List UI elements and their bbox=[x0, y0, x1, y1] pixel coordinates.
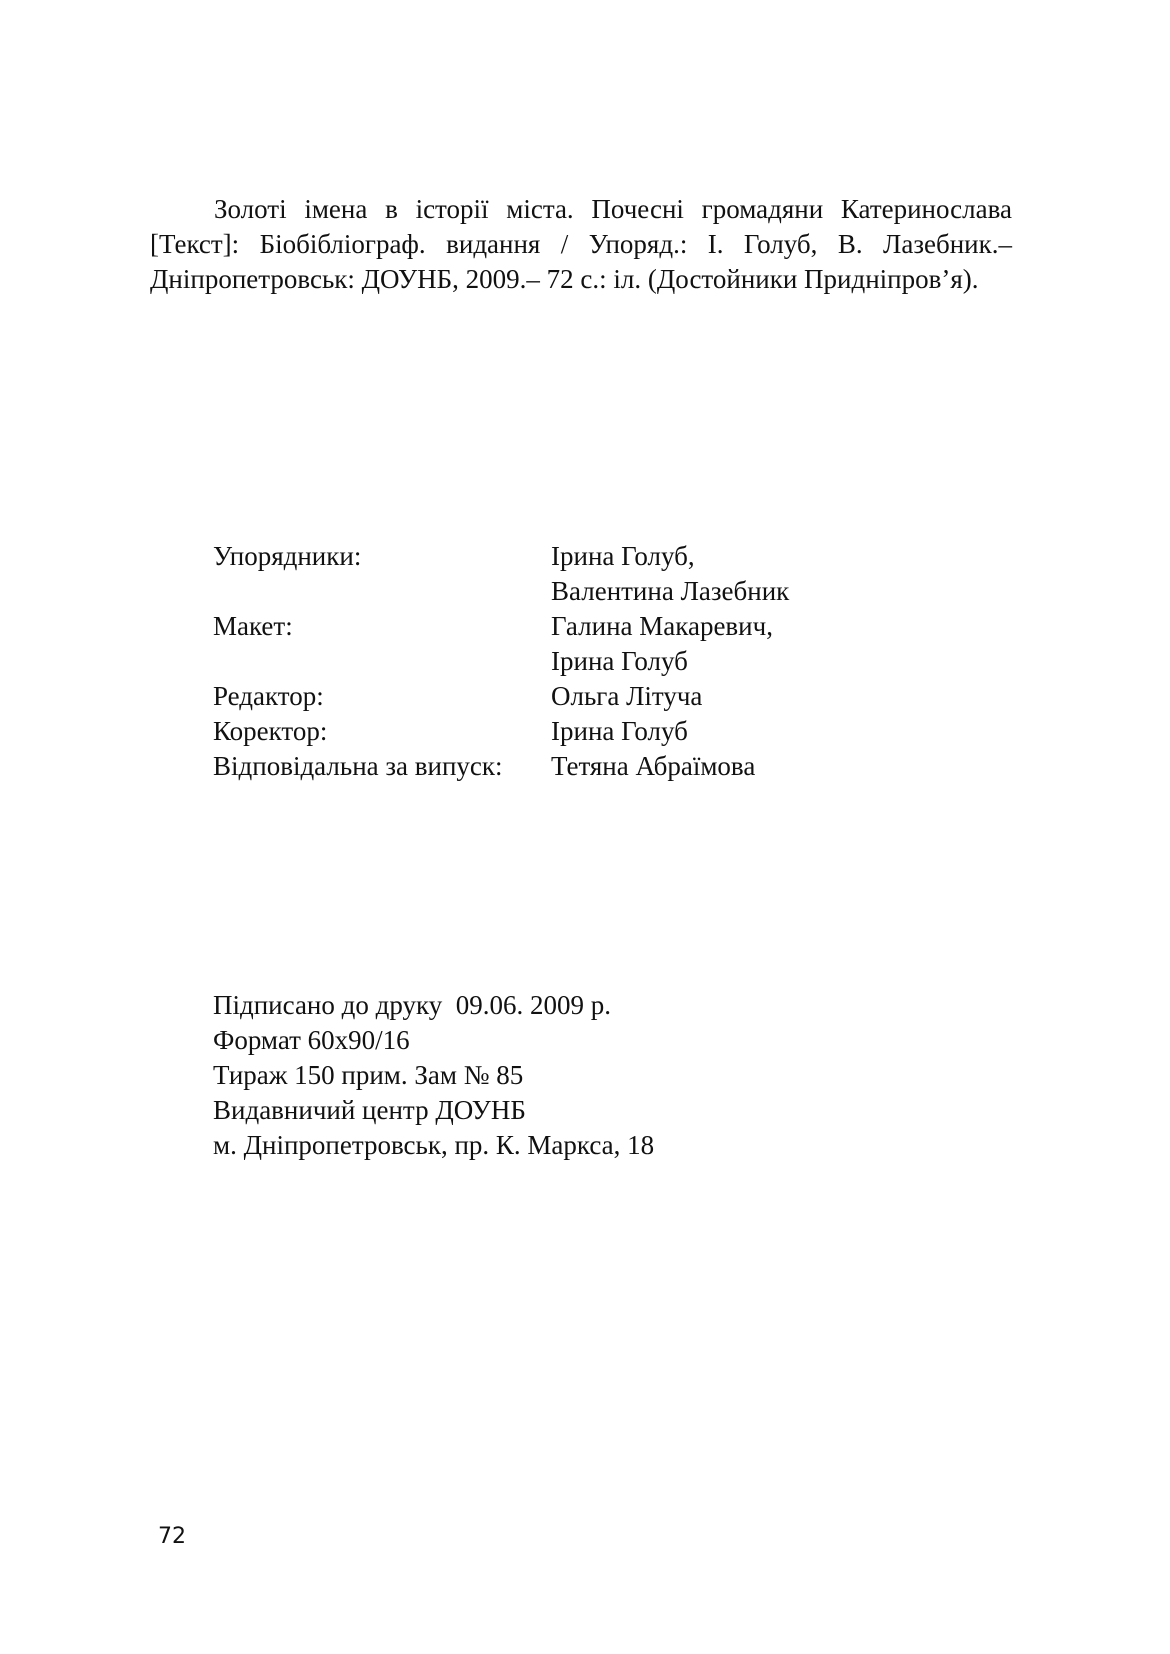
credit-role: Відповідальна за випуск: bbox=[213, 751, 503, 781]
imprint-signed-date: Підписано до друку 09.06. 2009 р. bbox=[213, 990, 611, 1020]
imprint-block bbox=[213, 988, 654, 1163]
credit-row-responsible bbox=[213, 749, 789, 784]
credit-role: Коректор: bbox=[213, 716, 328, 746]
credit-name: Галина Макаревич, bbox=[551, 611, 773, 641]
credit-row-compilers bbox=[213, 539, 789, 574]
credit-role: Макет: bbox=[213, 611, 293, 641]
page-number: 72 bbox=[158, 1524, 186, 1549]
imprint-address: м. Дніпропетровськ, пр. К. Маркса, 18 bbox=[213, 1130, 655, 1160]
credit-row-layout-cont bbox=[213, 644, 789, 679]
credit-row-layout bbox=[213, 609, 789, 644]
imprint-format: Формат 60х90/16 bbox=[213, 1025, 410, 1055]
credit-name: Валентина Лазебник bbox=[551, 576, 790, 606]
credit-name: Ольга Літуча bbox=[551, 681, 703, 711]
bibliographic-entry: Золоті імена в історії міста. Почесні громадяни Катеринослава [Текст]: Біобібліограф. видання / Упоряд.: І. Голуб, В. Лазебник.– Дніпропетровськ: ДОУНБ, 2009.– 72 с.: іл. (Достойники Придніпров’я). bbox=[150, 194, 1012, 294]
imprint-publisher: Видавничий центр ДОУНБ bbox=[213, 1095, 526, 1125]
credit-name: Тетяна Абраїмова bbox=[551, 751, 756, 781]
imprint-print-run: Тираж 150 прим. Зам № 85 bbox=[213, 1060, 524, 1090]
credit-row-proofreader bbox=[213, 714, 789, 749]
credit-name: Ірина Голуб, bbox=[551, 541, 695, 571]
credit-role: Упорядники: bbox=[213, 541, 362, 571]
credit-name: Ірина Голуб bbox=[551, 716, 688, 746]
credit-role: Редактор: bbox=[213, 681, 324, 711]
credit-row-compilers-cont bbox=[213, 574, 789, 609]
credit-role bbox=[213, 644, 551, 679]
credit-name: Ірина Голуб bbox=[551, 646, 688, 676]
credit-role bbox=[213, 574, 551, 609]
credit-row-editor bbox=[213, 679, 789, 714]
credits-block bbox=[213, 539, 789, 784]
